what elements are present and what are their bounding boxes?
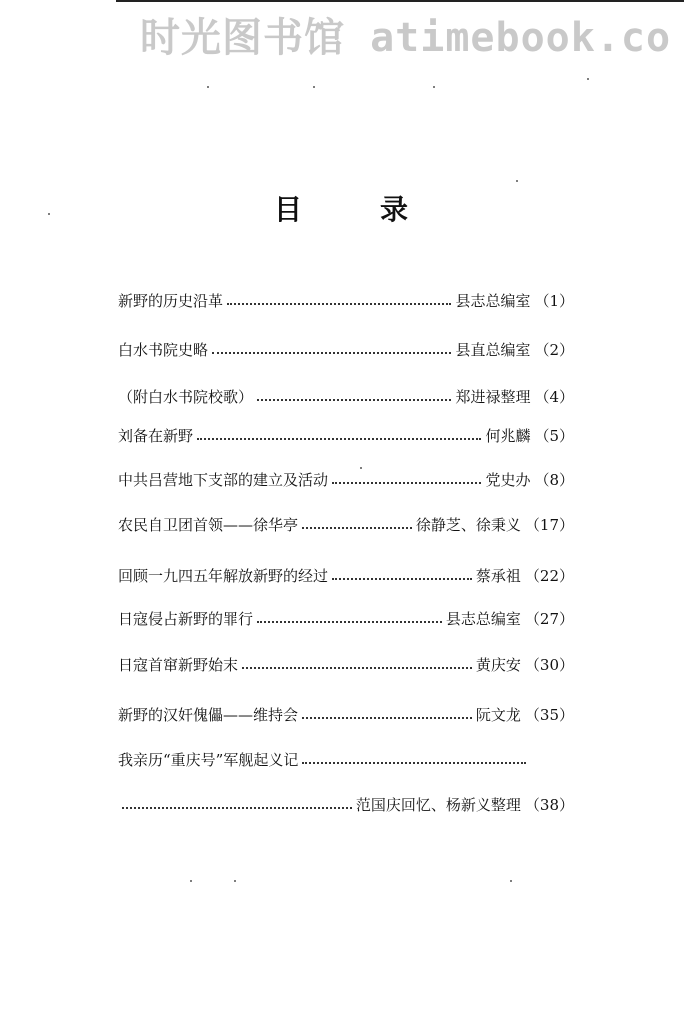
toc-entry (118, 563, 574, 587)
toc-leader-dots (302, 527, 412, 529)
toc-entry-title: 新野的汉奸傀儡——维持会 (118, 705, 299, 724)
toc-entry (118, 423, 574, 447)
scan-speck (433, 86, 435, 88)
scan-speck (360, 467, 362, 469)
toc-leader-dots (257, 621, 442, 623)
toc-entry-page: （17） (524, 515, 574, 534)
toc-leader-dots (302, 762, 526, 764)
toc-entry-title: （附白水书院校歌） (118, 387, 254, 406)
toc-leader-dots (122, 807, 352, 809)
toc-leader-dots (332, 482, 481, 484)
toc-entry-page: （35） (524, 705, 574, 724)
toc-entry (118, 512, 574, 536)
toc-leader-dots (257, 399, 451, 401)
toc-entry-page: （22） (524, 566, 574, 585)
toc-entry-author: 县直总编室 (455, 340, 531, 359)
toc-entry (118, 337, 574, 361)
toc-entry (118, 792, 574, 816)
toc-leader-dots (197, 438, 481, 440)
toc-entry-title: 回顾一九四五年解放新野的经过 (118, 566, 329, 585)
toc-entry-title: 新野的历史沿革 (118, 291, 224, 310)
toc-entry-author: 黄庆安 (475, 655, 521, 674)
toc-entry-author: 徐静芝、徐秉义 (415, 515, 521, 534)
page-title-char-1: 目 (274, 193, 303, 226)
toc-entry-title: 日寇首窜新野始末 (118, 655, 239, 674)
page-top-border (116, 0, 684, 2)
toc-entry-title: 农民自卫团首领——徐华亭 (118, 515, 299, 534)
scan-speck (510, 880, 512, 882)
toc-entry-author: 县志总编室 (455, 291, 531, 310)
toc-entry-page: （38） (524, 795, 574, 814)
toc-entry-page: （1） (534, 291, 574, 310)
toc-entry-page: （5） (534, 426, 574, 445)
toc-entry-author: 阮文龙 (475, 705, 521, 724)
toc-entry (118, 384, 574, 408)
toc-entry-author: 郑进禄整理 (455, 387, 531, 406)
toc-entry (118, 747, 534, 771)
toc-entry (118, 288, 574, 312)
toc-entry-title: 中共吕营地下支部的建立及活动 (118, 470, 329, 489)
toc-entry-title: 白水书院史略 (118, 340, 209, 359)
toc-leader-dots (302, 717, 472, 719)
scan-speck (313, 86, 315, 88)
toc-entry-title: 我亲历“重庆号”军舰起义记 (118, 750, 299, 769)
scan-speck (48, 213, 50, 215)
toc-entry (118, 606, 574, 630)
toc-entry (118, 652, 574, 676)
toc-entry-author: 蔡承祖 (475, 566, 521, 585)
scan-speck (234, 880, 236, 882)
toc-entry (118, 702, 574, 726)
scan-speck (587, 78, 589, 80)
toc-entry-title: 日寇侵占新野的罪行 (118, 609, 254, 628)
scan-speck (207, 86, 209, 88)
toc-entry-author: 党史办 (485, 470, 531, 489)
toc-entry-author: 范国庆回忆、杨新义整理 (355, 795, 521, 814)
watermark: 时光图书馆 atimebook.co (140, 15, 672, 61)
page-title-char-2: 录 (380, 193, 409, 226)
scan-speck (516, 180, 518, 182)
toc-entry-author: 县志总编室 (445, 609, 521, 628)
toc-leader-dots (227, 303, 451, 305)
toc-entry-page: （27） (524, 609, 574, 628)
toc-entry-page: （2） (534, 340, 574, 359)
toc-entry (118, 467, 574, 491)
toc-entry-author: 何兆麟 (485, 426, 531, 445)
toc-entry-page: （30） (524, 655, 574, 674)
toc-leader-dots (242, 667, 472, 669)
toc-entry-page: （8） (534, 470, 574, 489)
toc-leader-dots (212, 352, 451, 354)
toc-leader-dots (332, 578, 472, 580)
toc-entry-title: 刘备在新野 (118, 426, 194, 445)
scan-speck (190, 880, 192, 882)
toc-entry-page: （4） (534, 387, 574, 406)
